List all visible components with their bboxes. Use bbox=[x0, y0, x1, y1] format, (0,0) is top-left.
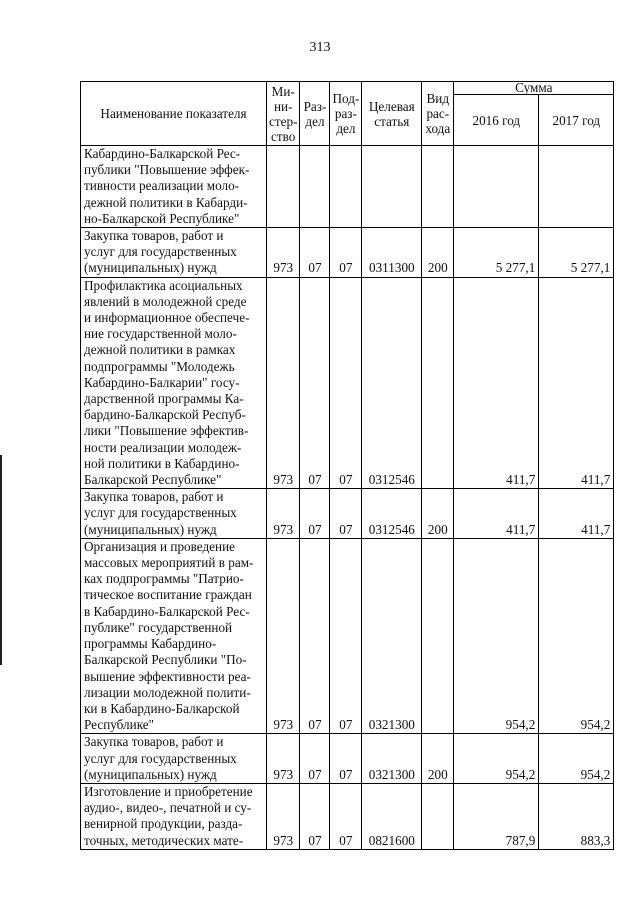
row-sum-2017: 954,2 bbox=[539, 734, 614, 784]
row-subsection bbox=[330, 146, 362, 228]
row-subsection: 07 bbox=[330, 228, 362, 278]
header-ministry: Ми- ни- стер- ство bbox=[267, 82, 300, 146]
row-name: Кабардино-Балкарской Рес- публики "Повышение эффек- тивности реализации моло- дежной политики в Кабарди- но-Балкарской Республике" bbox=[81, 146, 267, 228]
header-sum: Сумма bbox=[454, 82, 614, 95]
row-target: 0312546 bbox=[362, 489, 422, 539]
row-target: 0312546 bbox=[362, 277, 422, 489]
row-section: 07 bbox=[300, 783, 330, 849]
table-row bbox=[81, 277, 614, 489]
row-section: 07 bbox=[300, 734, 330, 784]
row-ministry: 973 bbox=[267, 783, 300, 849]
table-row bbox=[81, 228, 614, 278]
row-ministry: 973 bbox=[267, 538, 300, 733]
header-subsection: Под- раз- дел bbox=[330, 82, 362, 146]
header-2017: 2017 год bbox=[539, 95, 614, 146]
row-section: 07 bbox=[300, 228, 330, 278]
row-ministry: 973 bbox=[267, 277, 300, 489]
row-sum-2016: 411,7 bbox=[454, 277, 539, 489]
row-sum-2017: 954,2 bbox=[539, 538, 614, 733]
row-sum-2016: 5 277,1 bbox=[454, 228, 539, 278]
row-expense: 200 bbox=[422, 734, 454, 784]
table-row bbox=[81, 538, 614, 733]
row-subsection: 07 bbox=[330, 783, 362, 849]
header-name: Наименование показателя bbox=[81, 82, 267, 146]
page-number: 313 bbox=[309, 40, 331, 55]
row-section: 07 bbox=[300, 489, 330, 539]
table-row bbox=[81, 489, 614, 539]
row-expense: 200 bbox=[422, 228, 454, 278]
row-name: Профилактика асоциальных явлений в молодежной среде и информационное обеспече- ние государственной моло- дежной политики в рамках подпрограммы "Молодежь Кабардино-Балкарии" госу- дарственной программы Ка- бардино-Балкарской Респуб- лики "Повышение эффектив- ности реализации молодеж- ной политики в Кабардино- Балкарской Республике" bbox=[81, 277, 267, 489]
row-name: Закупка товаров, работ и услуг для государственных (муниципальных) нужд bbox=[81, 489, 267, 539]
row-sum-2016: 954,2 bbox=[454, 734, 539, 784]
row-ministry bbox=[267, 146, 300, 228]
header-2016: 2016 год bbox=[454, 95, 539, 146]
row-subsection: 07 bbox=[330, 489, 362, 539]
row-ministry: 973 bbox=[267, 489, 300, 539]
row-target: 0321300 bbox=[362, 538, 422, 733]
row-sum-2016: 954,2 bbox=[454, 538, 539, 733]
table-row bbox=[81, 734, 614, 784]
row-sum-2016 bbox=[454, 146, 539, 228]
table-row bbox=[81, 783, 614, 849]
header-section: Раз- дел bbox=[300, 82, 330, 146]
row-ministry: 973 bbox=[267, 228, 300, 278]
header-expense: Вид рас- хода bbox=[422, 82, 454, 146]
row-name: Закупка товаров, работ и услуг для государственных (муниципальных) нужд bbox=[81, 228, 267, 278]
row-section: 07 bbox=[300, 538, 330, 733]
row-sum-2016: 411,7 bbox=[454, 489, 539, 539]
row-section bbox=[300, 146, 330, 228]
table-row bbox=[81, 146, 614, 228]
row-name: Закупка товаров, работ и услуг для государственных (муниципальных) нужд bbox=[81, 734, 267, 784]
row-ministry: 973 bbox=[267, 734, 300, 784]
row-expense: 200 bbox=[422, 489, 454, 539]
row-sum-2017: 411,7 bbox=[539, 277, 614, 489]
row-subsection: 07 bbox=[330, 277, 362, 489]
row-expense bbox=[422, 538, 454, 733]
row-name: Организация и проведение массовых мероприятий в рам- ках подпрограммы "Патрио- тическое воспитание граждан в Кабардино-Балкарской Рес- публике" государственной программы Кабардино- Балкарской Республики "По- вышение эффективности реа- лизации молодежной полити- ки в Кабардино-Балкарской Республике" bbox=[81, 538, 267, 733]
budget-table bbox=[80, 81, 614, 850]
row-sum-2017: 411,7 bbox=[539, 489, 614, 539]
row-name: Изготовление и приобретение аудио-, видео-, печатной и су- венирной продукции, разда- точных, методических мате- bbox=[81, 783, 267, 849]
row-target: 0321300 bbox=[362, 734, 422, 784]
row-expense bbox=[422, 277, 454, 489]
scan-edge-mark bbox=[0, 455, 2, 665]
row-expense bbox=[422, 146, 454, 228]
row-subsection: 07 bbox=[330, 734, 362, 784]
row-sum-2017: 5 277,1 bbox=[539, 228, 614, 278]
row-section: 07 bbox=[300, 277, 330, 489]
row-target bbox=[362, 146, 422, 228]
header-target: Целевая статья bbox=[362, 82, 422, 146]
row-sum-2017: 883,3 bbox=[539, 783, 614, 849]
row-expense bbox=[422, 783, 454, 849]
row-sum-2017 bbox=[539, 146, 614, 228]
row-subsection: 07 bbox=[330, 538, 362, 733]
row-target: 0311300 bbox=[362, 228, 422, 278]
row-target: 0821600 bbox=[362, 783, 422, 849]
row-sum-2016: 787,9 bbox=[454, 783, 539, 849]
